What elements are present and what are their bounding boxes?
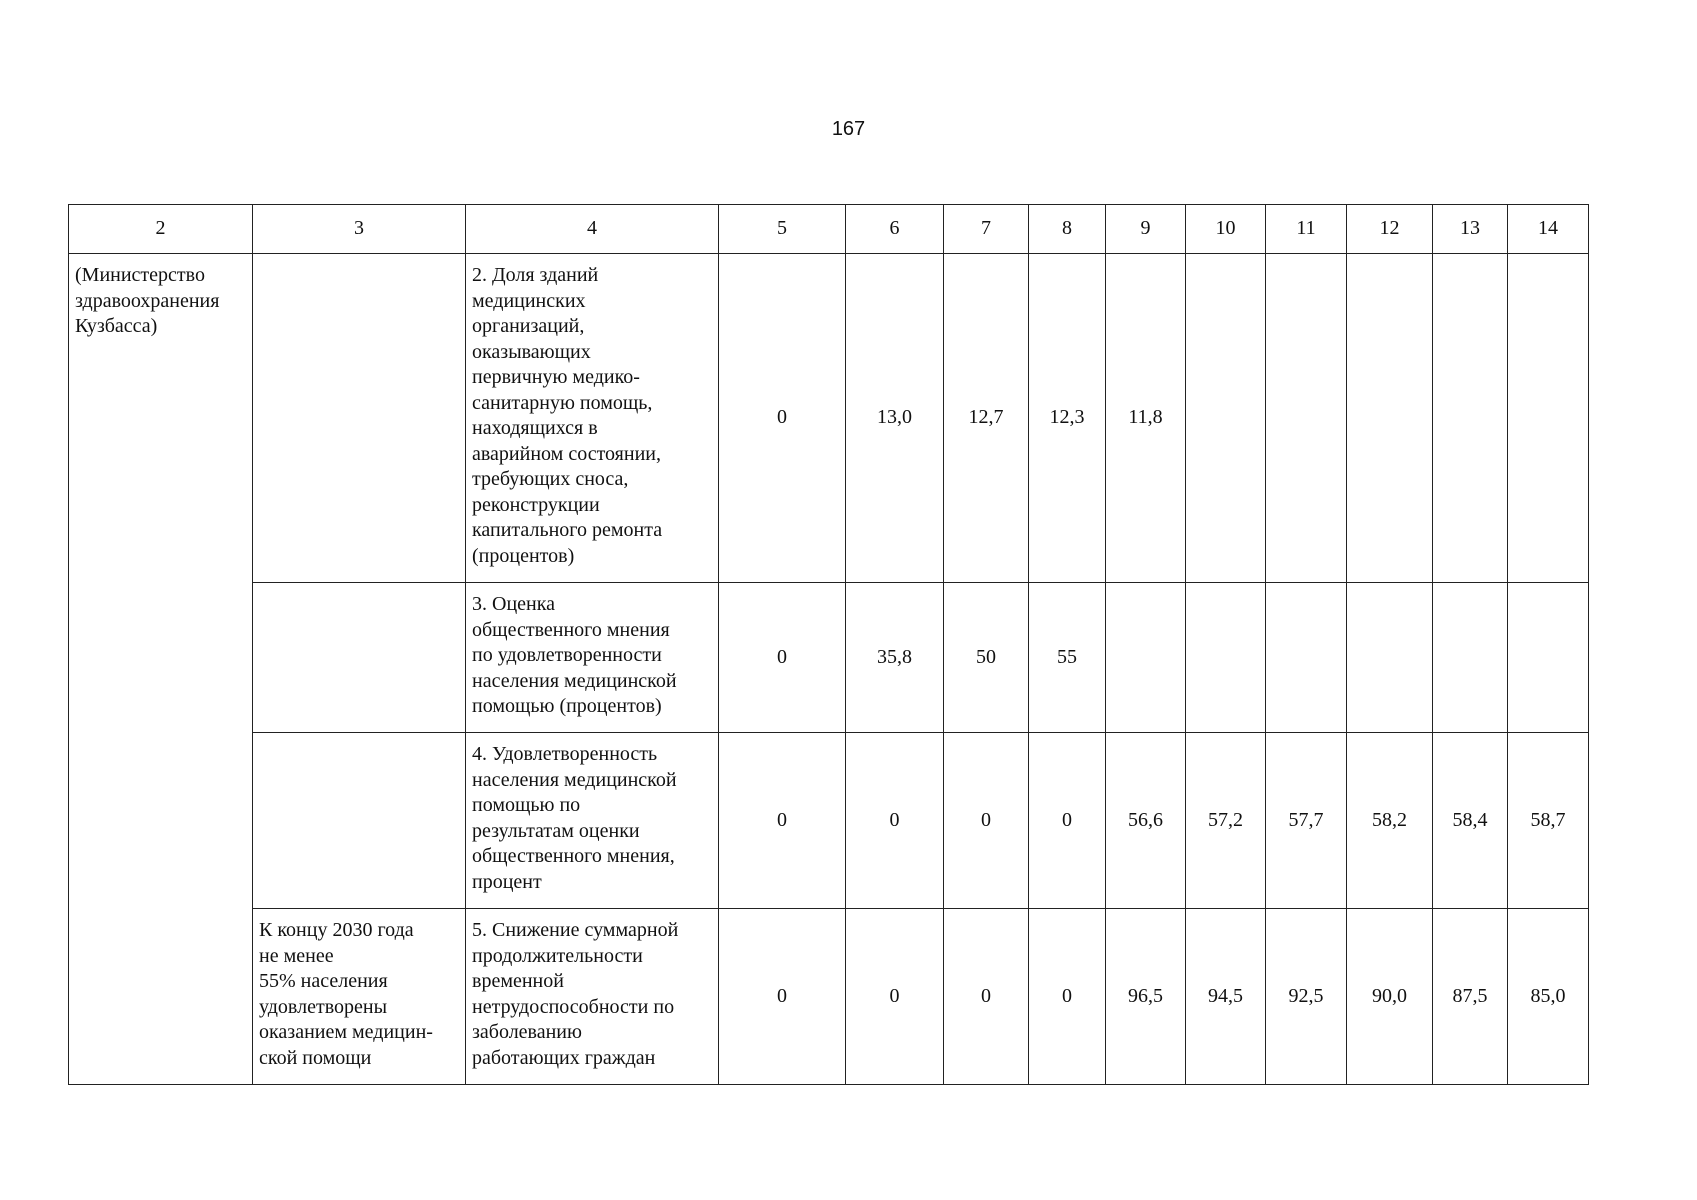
value-cell: 13,0 — [846, 254, 944, 583]
value-cell — [1433, 254, 1508, 583]
header-cell: 10 — [1186, 205, 1266, 254]
value-cell: 92,5 — [1266, 909, 1347, 1085]
header-cell: 11 — [1266, 205, 1347, 254]
value-cell: 57,7 — [1266, 733, 1347, 909]
value-cell: 11,8 — [1106, 254, 1186, 583]
header-cell: 12 — [1347, 205, 1433, 254]
indicator-name-cell: 5. Снижение суммарной продолжительности временной нетрудоспособности по заболеванию работающих граждан — [466, 909, 719, 1085]
page-number: 167 — [831, 118, 866, 140]
goal-cell — [253, 583, 466, 733]
table-header — [69, 205, 1589, 254]
value-cell — [1266, 583, 1347, 733]
value-cell: 12,3 — [1029, 254, 1106, 583]
header-cell: 13 — [1433, 205, 1508, 254]
header-cell: 6 — [846, 205, 944, 254]
value-cell: 0 — [1029, 909, 1106, 1085]
header-cell: 2 — [69, 205, 253, 254]
value-cell: 50 — [944, 583, 1029, 733]
header-cell: 4 — [466, 205, 719, 254]
indicator-name-cell: 3. Оценка общественного мнения по удовлетворенности населения медицинской помощью (процентов) — [466, 583, 719, 733]
value-cell: 58,2 — [1347, 733, 1433, 909]
responsible-organization-cell: (Министерство здравоохранения Кузбасса) — [69, 254, 253, 1085]
header-cell: 5 — [719, 205, 846, 254]
header-cell: 8 — [1029, 205, 1106, 254]
value-cell: 58,4 — [1433, 733, 1508, 909]
table-row — [69, 909, 1589, 1085]
header-cell: 9 — [1106, 205, 1186, 254]
value-cell: 56,6 — [1106, 733, 1186, 909]
value-cell: 0 — [719, 583, 846, 733]
value-cell: 35,8 — [846, 583, 944, 733]
value-cell: 58,7 — [1508, 733, 1589, 909]
table-row — [69, 254, 1589, 583]
value-cell: 85,0 — [1508, 909, 1589, 1085]
value-cell: 0 — [846, 909, 944, 1085]
value-cell: 0 — [846, 733, 944, 909]
value-cell: 0 — [1029, 733, 1106, 909]
value-cell: 94,5 — [1186, 909, 1266, 1085]
value-cell: 0 — [944, 909, 1029, 1085]
value-cell — [1266, 254, 1347, 583]
indicator-name-cell: 2. Доля зданий медицинских организаций, оказывающих первичную медико- санитарную помощь, находящихся в аварийном состоянии, требующих сноса, реконструкции капитального ремонта (процентов) — [466, 254, 719, 583]
value-cell: 96,5 — [1106, 909, 1186, 1085]
value-cell — [1186, 254, 1266, 583]
value-cell: 0 — [719, 254, 846, 583]
value-cell — [1347, 583, 1433, 733]
header-cell: 14 — [1508, 205, 1589, 254]
value-cell: 12,7 — [944, 254, 1029, 583]
value-cell — [1186, 583, 1266, 733]
indicator-name-cell: 4. Удовлетворенность населения медицинской помощью по результатам оценки общественного мнения, процент — [466, 733, 719, 909]
value-cell: 0 — [719, 909, 846, 1085]
table-row — [69, 583, 1589, 733]
goal-cell: К концу 2030 года не менее 55% населения удовлетворены оказанием медицин- ской помощи — [253, 909, 466, 1085]
header-row — [69, 205, 1589, 254]
value-cell: 90,0 — [1347, 909, 1433, 1085]
value-cell: 87,5 — [1433, 909, 1508, 1085]
value-cell — [1508, 254, 1589, 583]
value-cell — [1508, 583, 1589, 733]
value-cell: 57,2 — [1186, 733, 1266, 909]
indicators-table — [68, 204, 1589, 1085]
value-cell — [1433, 583, 1508, 733]
header-cell: 3 — [253, 205, 466, 254]
goal-cell — [253, 254, 466, 583]
value-cell — [1106, 583, 1186, 733]
table-row — [69, 733, 1589, 909]
value-cell: 0 — [944, 733, 1029, 909]
value-cell — [1347, 254, 1433, 583]
value-cell: 0 — [719, 733, 846, 909]
goal-cell — [253, 733, 466, 909]
header-cell: 7 — [944, 205, 1029, 254]
value-cell: 55 — [1029, 583, 1106, 733]
